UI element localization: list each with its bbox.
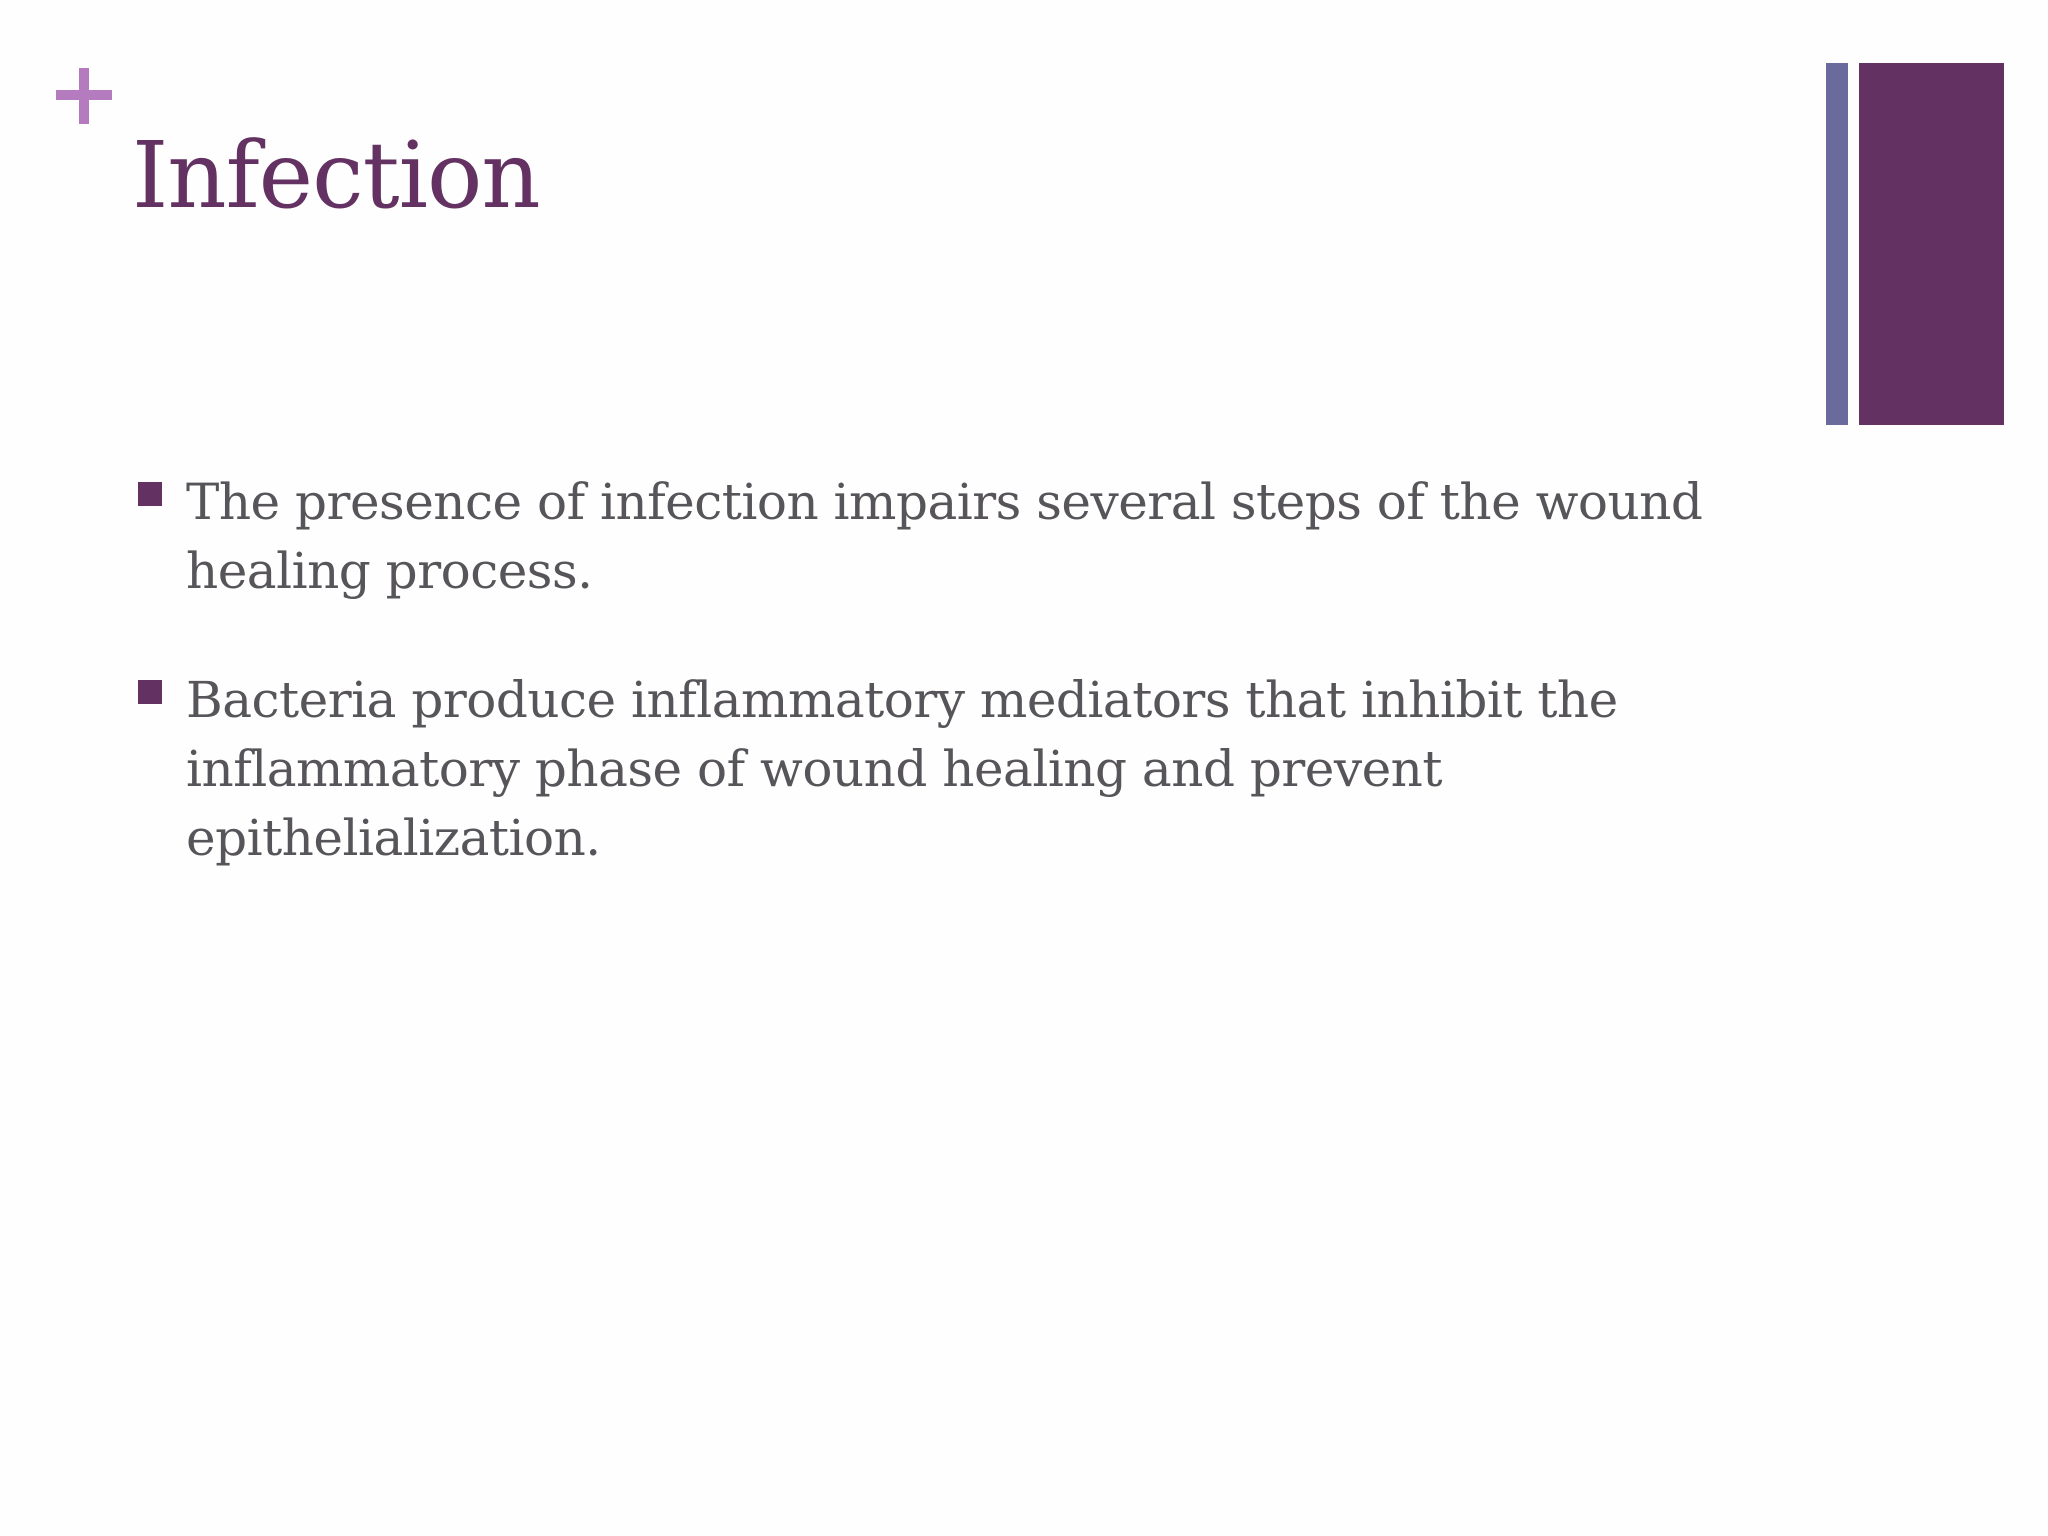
- bullet-item: [136, 468, 1816, 606]
- plus-icon: [52, 64, 116, 128]
- slide-title: Infection: [132, 122, 540, 229]
- bullet-text: The presence of infection impairs several steps of the wound healing process.: [186, 473, 1703, 600]
- accent-bar-thin: [1826, 63, 1848, 425]
- accent-bar-thick: [1859, 63, 2004, 425]
- bullet-item: [136, 666, 1816, 873]
- bullet-list: [136, 468, 1816, 933]
- bullet-text: Bacteria produce inflammatory mediators that inhibit the inflammatory phase of wound healing and prevent epithelialization.: [186, 671, 1618, 867]
- square-bullet-icon: [138, 680, 162, 704]
- square-bullet-icon: [138, 482, 162, 506]
